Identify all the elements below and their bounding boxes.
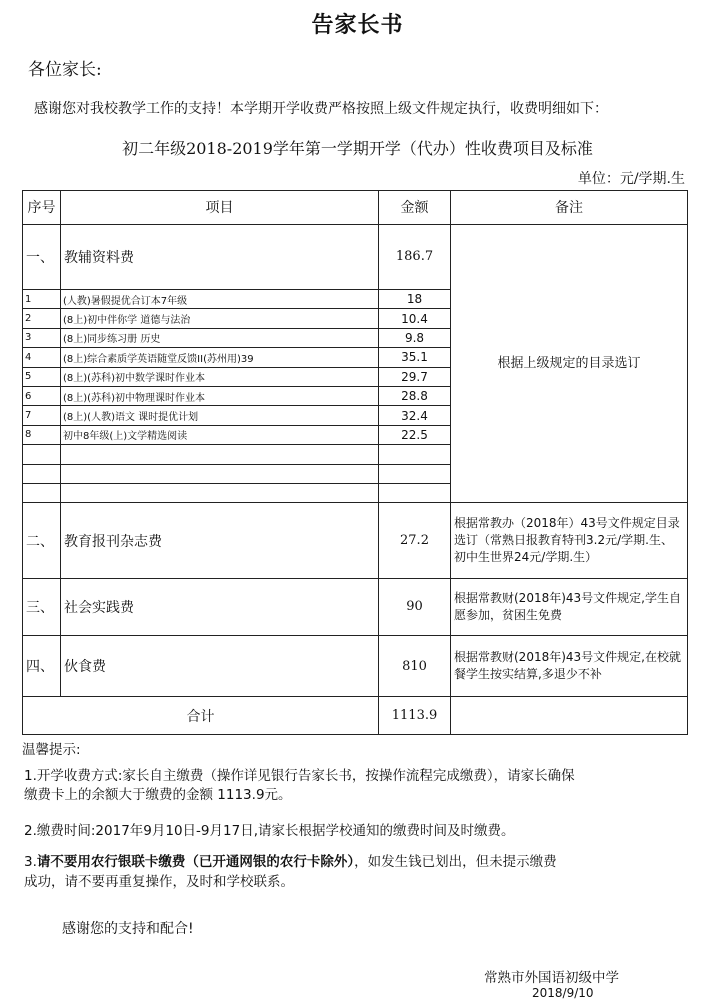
thanks-text: 感谢您的支持和配合! — [62, 921, 194, 937]
header-note: 备注 — [451, 191, 688, 225]
item-no: 7 — [23, 406, 61, 425]
document-date: 2018/9/10 — [532, 986, 594, 1000]
item-name: 初中8年级(上)文学精选阅读 — [61, 425, 379, 444]
section-name: 教育报刊杂志费 — [61, 503, 379, 579]
item-no: 6 — [23, 386, 61, 405]
header-item: 项目 — [61, 191, 379, 225]
section-amount: 27.2 — [379, 503, 451, 579]
page-title: 告家长书 — [311, 12, 404, 38]
section-amount: 90 — [379, 578, 451, 635]
item-amount: 32.4 — [379, 406, 451, 425]
section-name: 伙食费 — [61, 635, 379, 696]
item-name: (8上)(人教)语文 课时提优计划 — [61, 406, 379, 425]
tip-2: 2.缴费时间:2017年9月10日-9月17日,请家长根据学校通知的缴费时间及时缴费。 — [24, 823, 515, 839]
item-name: (8上)(苏科)初中数学课时作业本 — [61, 367, 379, 386]
item-no: 8 — [23, 425, 61, 444]
tip-1-line-2: 缴费卡上的余额大于缴费的金额 1113.9元。 — [24, 787, 292, 803]
total-amount: 1113.9 — [379, 697, 451, 735]
item-name: (人教)暑假提优合订本7年级 — [61, 289, 379, 308]
item-no: 2 — [23, 309, 61, 328]
section-note: 根据上级规定的目录选订 — [451, 224, 688, 503]
item-name: (8上)初中伴你学 道德与法治 — [61, 309, 379, 328]
section-row — [23, 578, 688, 635]
section-row — [23, 635, 688, 696]
section-no: 四、 — [23, 635, 61, 696]
item-amount: 29.7 — [379, 367, 451, 386]
item-no: 3 — [23, 328, 61, 347]
header-no: 序号 — [23, 191, 61, 225]
greeting: 各位家长: — [28, 60, 102, 80]
tip-3-warning: 请不要用农行银联卡缴费（已开通网银的农行卡除外） — [36, 854, 355, 870]
item-amount: 28.8 — [379, 386, 451, 405]
tips-title: 温馨提示: — [22, 742, 81, 758]
section-name: 教辅资料费 — [61, 224, 379, 289]
section-name: 社会实践费 — [61, 578, 379, 635]
item-no: 4 — [23, 348, 61, 367]
item-amount: 10.4 — [379, 309, 451, 328]
item-name: (8上)同步练习册 历史 — [61, 328, 379, 347]
tip-3-rest: ，如发生钱已划出，但未提示缴费 — [354, 854, 557, 870]
unit-label: 单位：元/学期.生 — [577, 171, 685, 187]
table-header-row — [23, 191, 688, 225]
section-row — [23, 224, 688, 289]
intro-text: 感谢您对我校教学工作的支持！本学期开学收费严格按照上级文件规定执行，收费明细如下： — [34, 101, 608, 117]
section-note: 根据常教财(2018年)43号文件规定,在校就餐学生按实结算,多退少不补 — [451, 635, 688, 696]
tip-3-line-2: 成功，请不要再重复操作，及时和学校联系。 — [24, 874, 294, 890]
header-amount: 金额 — [379, 191, 451, 225]
fee-table — [22, 190, 688, 735]
section-amount: 810 — [379, 635, 451, 696]
item-no: 1 — [23, 289, 61, 308]
total-row — [23, 697, 688, 735]
tip-3-prefix: 3. — [24, 854, 37, 870]
item-amount: 9.8 — [379, 328, 451, 347]
section-no: 三、 — [23, 578, 61, 635]
section-note: 根据常教办（2018年）43号文件规定目录选订（常熟日报教育特刊3.2元/学期.生、初中生世界24元/学期.生） — [451, 503, 688, 579]
section-no: 二、 — [23, 503, 61, 579]
tip-1-line-1: 1.开学收费方式:家长自主缴费（操作详见银行告家长书，按操作流程完成缴费），请家长确保 — [24, 768, 575, 784]
school-name: 常熟市外国语初级中学 — [484, 970, 619, 986]
tip-3-line-1 — [24, 850, 557, 870]
item-name: (8上)(苏科)初中物理课时作业本 — [61, 386, 379, 405]
item-amount: 22.5 — [379, 425, 451, 444]
table-title: 初二年级2018-2019学年第一学期开学（代办）性收费项目及标准 — [122, 139, 593, 158]
section-row — [23, 503, 688, 579]
item-amount: 18 — [379, 289, 451, 308]
item-no: 5 — [23, 367, 61, 386]
item-name: (8上)综合素质学英语随堂反馈II(苏州用)39 — [61, 348, 379, 367]
item-amount: 35.1 — [379, 348, 451, 367]
total-label: 合计 — [23, 697, 379, 735]
section-amount: 186.7 — [379, 224, 451, 289]
section-no: 一、 — [23, 224, 61, 289]
section-note: 根据常教财(2018年)43号文件规定,学生自愿参加，贫困生免费 — [451, 578, 688, 635]
